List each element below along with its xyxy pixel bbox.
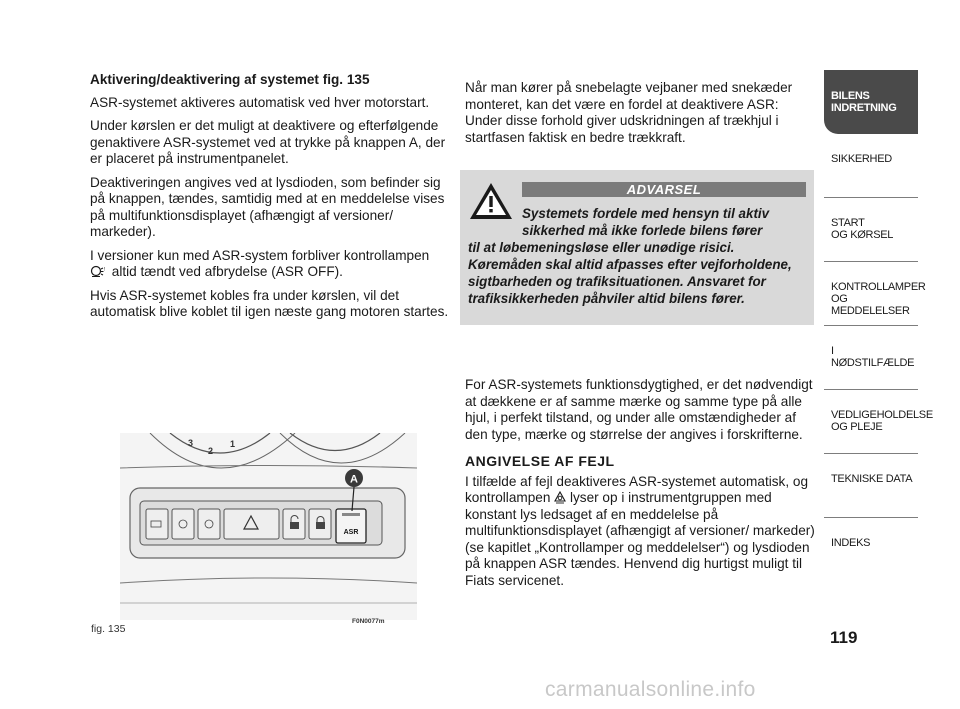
- paragraph-led: Deaktiveringen angives ved at lysdioden, som befinder sig på knappen, tændes, samtidig med at en meddelelse vises på multifunktionsdisplayet (afhængigt af versioner/ markeder).: [90, 174, 445, 239]
- paragraph-deactivate: Under kørslen er det muligt at deaktivere og efterfølgende genaktivere ASR-systemet ved at trykke på knappen A, der er placeret på instrumentpanelet.: [90, 118, 446, 166]
- paragraph-fault: I tilfælde af fejl deaktiveres ASR-systemet automatisk, og kontrollampen lyser op i instrumentgruppen med konstant lys ledsaget af en meddelelse på multifunktionsdisplayet (afhængigt af versioner/ markeder) (se kapitlet „Kontrollamper og meddelelser“) og lysdioden på knappen ASR tændes. Henvend dig hurtigst muligt til Fiats servicenet.: [465, 473, 815, 588]
- right-column-main: [465, 377, 815, 597]
- paragraph-tyres: For ASR-systemets funktionsdygtighed, er det nødvendigt at dækkene er af samme mærke og samme type på alle hjul, i perfekt tilstand, og under alle omstændigheder af den type, mærke og størrelse der angives i forskrifterne.: [465, 377, 813, 442]
- tab-tekniske-data[interactable]: TEKNISKE DATA: [824, 454, 918, 518]
- paragraph-auto-activation: ASR-systemet aktiveres automatisk ved hver motorstart.: [90, 94, 430, 110]
- warning-text: Systemets fordele med hensyn til aktiv sikkerhed må ikke forlede bilens fører til at løbemeningsløse eller unødige risici. Køremåden skal altid afpasses efter vejforholdene, sigtbarheden og trafiksituationen. Ansvaret for trafiksikkerheden påhviler altid bilens fører.: [468, 206, 792, 306]
- tab-kontrollamper[interactable]: KONTROLLAMPER OG MEDDELELSER: [824, 262, 918, 326]
- tab-nodstilfaelde[interactable]: I NØDSTILFÆLDE: [824, 326, 918, 390]
- tab-start-og-korsel[interactable]: START OG KØRSEL: [824, 198, 918, 262]
- asr-warning-lamp-icon: [90, 265, 108, 278]
- paragraph-warning-lamp: I versioner kun med ASR-system forbliver kontrollampen ! altid tændt ved afbrydelse (ASR OFF).: [90, 247, 430, 279]
- warning-label: ADVARSEL: [522, 182, 806, 197]
- gauge-number-2: 2: [208, 446, 214, 456]
- paragraph-auto-reconnect: Hvis ASR-systemet kobles fra under kørslen, vil det automatisk blive koblet til igen næste gang motoren startes.: [90, 287, 449, 319]
- page-number: 119: [830, 628, 858, 647]
- watermark: carmanualsonline.info: [545, 678, 756, 701]
- asr-button-label: ASR: [343, 529, 359, 536]
- section-title: Aktivering/deaktivering af systemet fig. 135: [90, 72, 370, 87]
- callout-a: A: [350, 473, 358, 486]
- figure-code: F0N0077m: [352, 618, 385, 625]
- tab-bilens-indretning[interactable]: BILENS INDRETNING: [824, 70, 918, 134]
- right-column-intro: [465, 80, 815, 146]
- chapter-sidebar: [824, 70, 933, 582]
- svg-text:!: !: [104, 267, 106, 273]
- gauge-number-3: 3: [188, 438, 194, 448]
- section-heading-fault: ANGIVELSE AF FEJL: [465, 453, 615, 469]
- warning-box: [460, 170, 814, 325]
- paragraph-snow-chains: Når man kører på snebelagte vejbaner med snekæder monteret, kan det være en fordel at deaktivere ASR: Under disse forhold giver udskridningen af trækhjul i startfasen faktisk en bedre trækkraft.: [465, 80, 793, 145]
- figure-dashboard-buttons: [120, 433, 417, 620]
- tab-sikkerhed[interactable]: SIKKERHED: [824, 134, 918, 198]
- tab-indeks[interactable]: INDEKS: [831, 537, 871, 549]
- figure-caption: fig. 135: [91, 623, 126, 635]
- left-column: [90, 72, 450, 328]
- gauge-number-1: 1: [230, 439, 236, 449]
- asr-fault-lamp-icon: [554, 491, 566, 504]
- dashboard-illustration: [120, 433, 417, 620]
- tab-vedligeholdelse[interactable]: VEDLIGEHOLDELSE OG PLEJE: [824, 390, 918, 454]
